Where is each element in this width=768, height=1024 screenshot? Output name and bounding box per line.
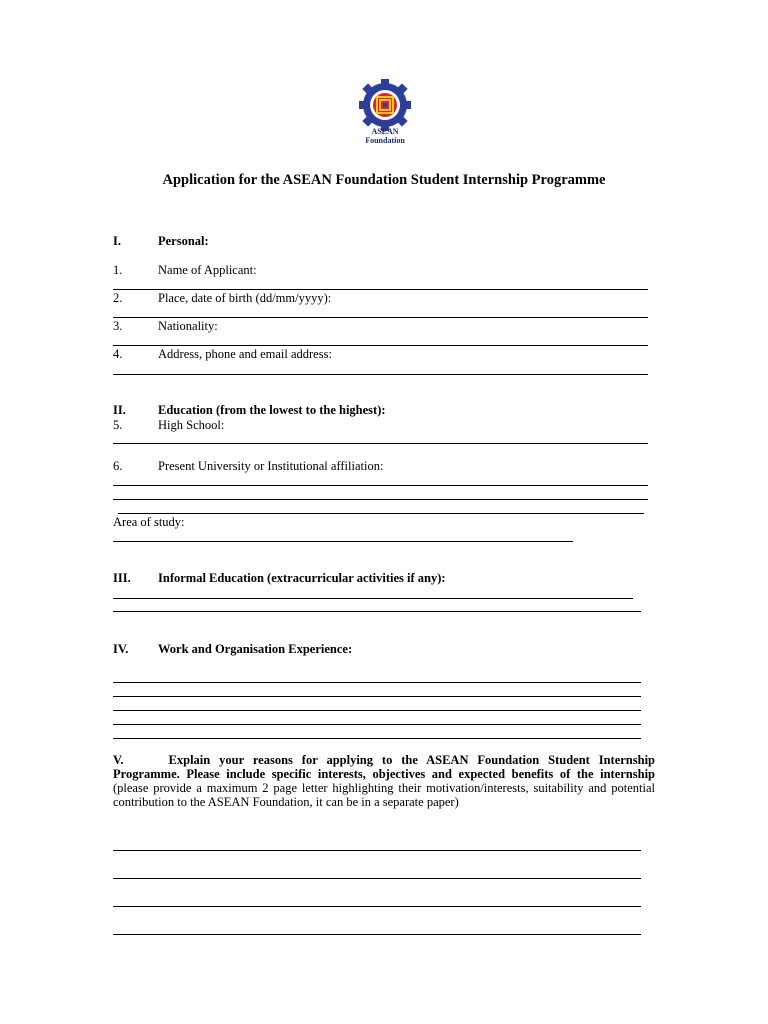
logo-text-foundation: Foundation: [365, 136, 405, 145]
item-5-number: 5.: [113, 418, 123, 432]
item-3-number: 3.: [113, 319, 123, 333]
section-4-heading: Work and Organisation Experience:: [158, 642, 353, 656]
logo-wordmark: [351, 127, 419, 145]
birth-place-date-field[interactable]: [113, 317, 648, 318]
address-contact-field[interactable]: [113, 374, 648, 375]
university-affiliation-label: Present University or Institutional affiliation:: [158, 459, 384, 473]
section-4-number: IV.: [113, 642, 129, 656]
area-of-study-label: Area of study:: [113, 515, 185, 529]
name-of-applicant-label: Name of Applicant:: [158, 263, 257, 277]
section-3-number: III.: [113, 571, 131, 585]
section-5-note: (please provide a maximum 2 page letter highlighting their motivation/interests, suitability and potential contribution to the ASEAN Foundation, it can be in a separate paper): [113, 781, 655, 809]
address-contact-label: Address, phone and email address:: [158, 347, 332, 361]
area-of-study-field[interactable]: [113, 541, 573, 542]
section-5-paragraph: [113, 753, 655, 809]
item-2-number: 2.: [113, 291, 123, 305]
logo-text-asean: ASEAN: [371, 127, 399, 136]
item-6-number: 6.: [113, 459, 123, 473]
section-2-heading: Education (from the lowest to the highest):: [158, 403, 386, 417]
university-affiliation-field-line-2[interactable]: [113, 499, 648, 500]
work-experience-field-line-5[interactable]: [113, 738, 641, 739]
university-affiliation-field-line-3[interactable]: [118, 513, 644, 514]
work-experience-field-line-2[interactable]: [113, 696, 641, 697]
university-affiliation-field-line-1[interactable]: [113, 485, 648, 486]
section-2-number: II.: [113, 403, 126, 417]
name-of-applicant-field[interactable]: [113, 289, 648, 290]
birth-place-date-label: Place, date of birth (dd/mm/yyyy):: [158, 291, 332, 305]
item-1-number: 1.: [113, 263, 123, 277]
reasons-field-line-2[interactable]: [113, 878, 641, 879]
section-1-number: I.: [113, 234, 121, 248]
work-experience-field-line-3[interactable]: [113, 710, 641, 711]
informal-education-field-line-1[interactable]: [113, 598, 633, 599]
section-3-heading: Informal Education (extracurricular activities if any):: [158, 571, 446, 585]
section-5-heading: Explain your reasons for applying to the ASEAN Foundation Student Internship Programme. Please include specific interests, objectives and expected benefits of the internship: [113, 753, 655, 781]
page-title: Application for the ASEAN Foundation Student Internship Programme: [162, 172, 606, 188]
reasons-field-line-4[interactable]: [113, 934, 641, 935]
item-4-number: 4.: [113, 347, 123, 361]
high-school-label: High School:: [158, 418, 225, 432]
reasons-field-line-1[interactable]: [113, 850, 641, 851]
section-5-number: V.: [113, 753, 124, 767]
nationality-field[interactable]: [113, 345, 648, 346]
reasons-field-line-3[interactable]: [113, 906, 641, 907]
work-experience-field-line-1[interactable]: [113, 682, 641, 683]
section-1-heading: Personal:: [158, 234, 209, 248]
informal-education-field-line-2[interactable]: [113, 611, 641, 612]
high-school-field[interactable]: [113, 443, 648, 444]
nationality-label: Nationality:: [158, 319, 218, 333]
work-experience-field-line-4[interactable]: [113, 724, 641, 725]
